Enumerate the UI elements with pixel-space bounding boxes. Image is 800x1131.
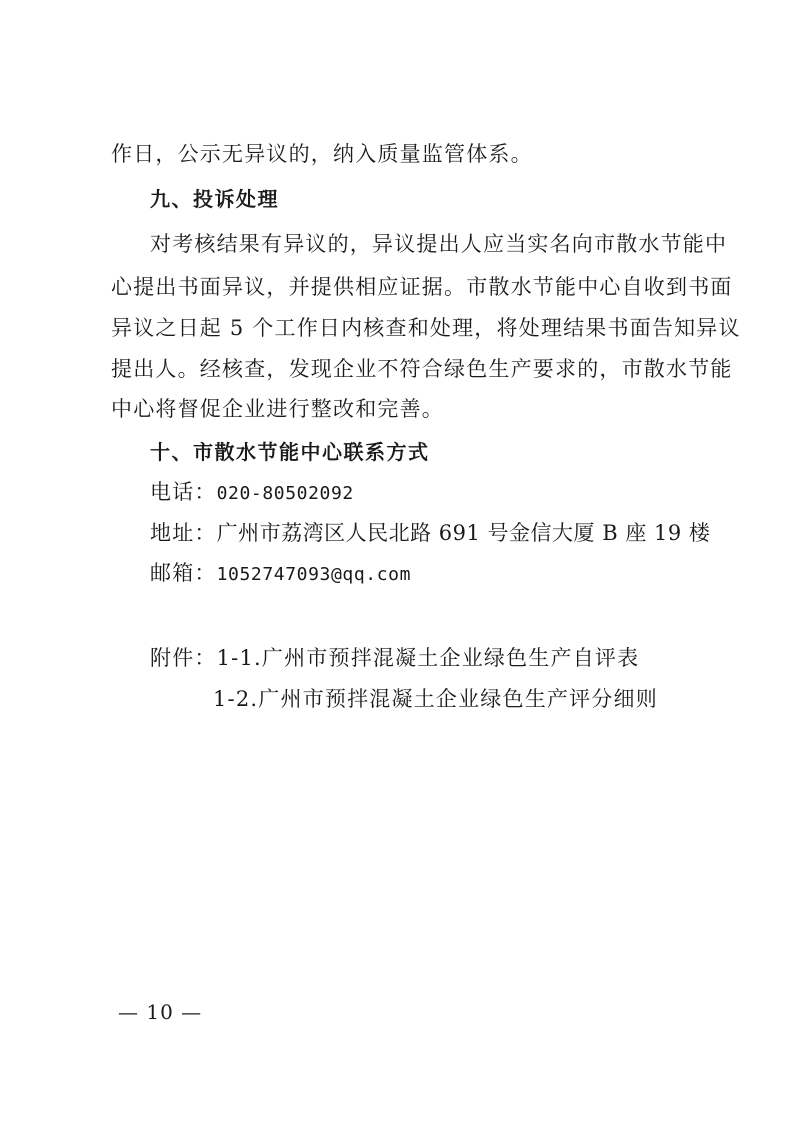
complaint-line-1: 对考核结果有异议的，异议提出人应当实名向市散水节能中 <box>150 232 728 256</box>
email-label: 邮箱： <box>150 561 217 585</box>
page-number: — 10 — <box>118 1000 203 1024</box>
section-heading-complaint: 九、投诉处理 <box>150 187 279 211</box>
complaint-line-3: 异议之日起 5 个工作日内核查和处理，将处理结果书面告知异议 <box>111 316 741 340</box>
address-label: 地址： <box>150 521 217 545</box>
phone-label: 电话： <box>150 480 217 504</box>
phone-value: 020-80502092 <box>216 483 354 504</box>
complaint-line-2: 心提出书面异议，并提供相应证据。市散水节能中心自收到书面 <box>111 275 733 299</box>
attachment-1 <box>150 643 750 673</box>
paragraph-tail: 作日，公示无异议的，纳入质量监管体系。 <box>111 142 533 166</box>
email-value: 1052747093@qq.com <box>216 564 412 585</box>
section-heading-contact: 十、市散水节能中心联系方式 <box>150 440 430 464</box>
attachment-item-1: 1-1.广州市预拌混凝土企业绿色生产自评表 <box>216 646 640 670</box>
contact-email <box>150 558 750 590</box>
address-value: 广州市荔湾区人民北路 691 号金信大厦 B 座 19 楼 <box>216 521 711 545</box>
contact-address <box>150 518 750 548</box>
attachment-label: 附件： <box>150 646 217 670</box>
complaint-line-4: 提出人。经核查，发现企业不符合绿色生产要求的，市散水节能 <box>111 357 733 381</box>
contact-phone <box>150 477 750 509</box>
attachment-item-2: 1-2.广州市预拌混凝土企业绿色生产评分细则 <box>213 687 658 711</box>
complaint-line-5: 中心将督促企业进行整改和完善。 <box>111 397 444 421</box>
attachment-2 <box>213 684 800 714</box>
